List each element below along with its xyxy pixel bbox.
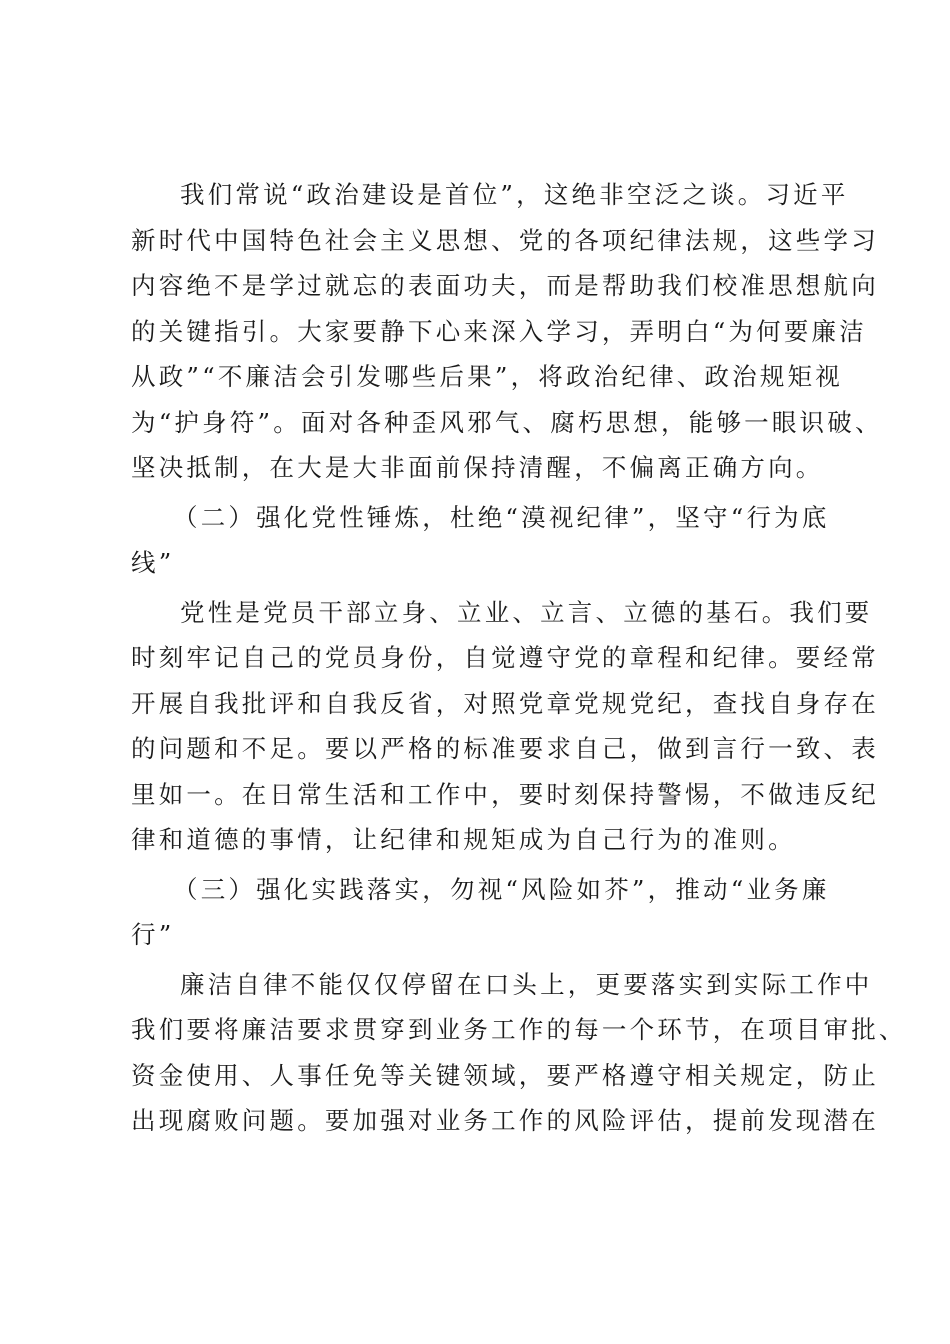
text-line: 党性是党员干部立身、立业、立言、立德的基石。我们要	[180, 597, 873, 627]
text-line: 坚决抵制，在大是大非面前保持清醒，不偏离正确方向。	[131, 453, 824, 482]
paragraph-practice	[131, 962, 907, 1144]
text-line: 里如一。在日常生活和工作中，要时刻保持警惕，不做违反纪	[131, 779, 879, 809]
heading-line: 线”	[131, 548, 175, 577]
text-line: 资金使用、人事任免等关键领域，要严格遵守相关规定，防止	[131, 1060, 879, 1090]
paragraph-political-construction	[131, 172, 883, 491]
document-body	[131, 172, 907, 1144]
text-line: 开展自我批评和自我反省，对照党章党规党纪，查找自身存在	[131, 688, 879, 718]
text-line: 内容绝不是学过就忘的表面功夫，而是帮助我们校准思想航向	[131, 271, 879, 300]
text-line: 出现腐败问题。要加强对业务工作的风险评估，提前发现潜在	[131, 1106, 879, 1135]
text-line: 我们常说“政治建设是首位”，这绝非空泛之谈。习近平	[180, 180, 849, 209]
text-line: 时刻牢记自己的党员身份，自觉遵守党的章程和纪律。要经常	[131, 643, 879, 672]
heading-line: （三）强化实践落实，勿视“风险如芥”，推动“业务廉	[173, 874, 830, 904]
text-line: 为“护身符”。面对各种歪风邪气、腐朽思想，能够一眼识破、	[131, 407, 883, 437]
text-line: 的问题和不足。要以严格的标准要求自己，做到言行一致、表	[131, 734, 879, 763]
text-line: 新时代中国特色社会主义思想、党的各项纪律法规，这些学习	[131, 225, 879, 255]
text-line: 从政”“不廉洁会引发哪些后果”，将政治纪律、政治规矩视	[131, 362, 843, 391]
heading-line: 行”	[131, 920, 175, 949]
paragraph-party-spirit	[131, 590, 879, 863]
heading-line: （二）强化党性锤炼，杜绝“漠视纪律”，坚守“行为底	[173, 502, 830, 532]
text-line: 我们要将廉洁要求贯穿到业务工作的每一个环节，在项目审批、	[131, 1015, 907, 1044]
text-line: 的关键指引。大家要静下心来深入学习，弄明白“为何要廉洁	[131, 316, 867, 346]
text-line: 律和道德的事情，让纪律和规矩成为自己行为的准则。	[131, 825, 796, 854]
section-heading-2	[131, 495, 843, 586]
section-heading-3	[131, 867, 843, 958]
text-line: 廉洁自律不能仅仅停留在口头上，更要落实到实际工作中	[180, 969, 873, 999]
